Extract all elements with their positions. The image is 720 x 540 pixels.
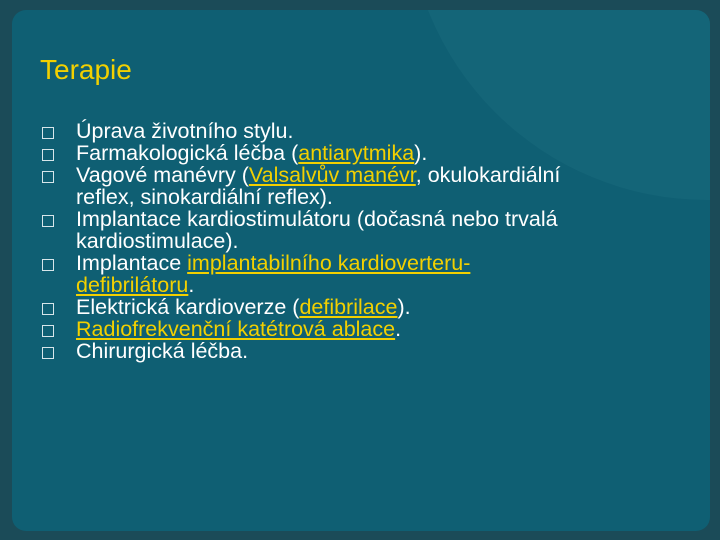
list-item	[42, 120, 582, 142]
checkbox-bullet-icon	[42, 325, 54, 337]
list-item	[42, 296, 582, 318]
checkbox-bullet-icon	[42, 149, 54, 161]
item-text: ).	[397, 295, 411, 319]
list-item	[42, 164, 582, 208]
checkbox-bullet-icon	[42, 171, 54, 183]
item-link[interactable]: Radiofrekvenční katétrová ablace	[76, 317, 396, 341]
slide-title: Terapie	[40, 54, 132, 85]
list-item	[42, 340, 582, 362]
item-text: ).	[414, 141, 428, 165]
list-item	[42, 318, 582, 340]
item-text: , okulokardiální reflex, sinokardiální reflex).	[76, 163, 561, 209]
slide-panel	[12, 10, 710, 531]
checkbox-bullet-icon	[42, 347, 54, 359]
item-text: Vagové manévry (	[76, 163, 249, 187]
item-text: Úprava životního stylu.	[76, 119, 294, 143]
item-link[interactable]: defibrilace	[299, 295, 398, 319]
item-text: Implantace kardiostimulátoru (dočasná nebo trvalá kardiostimulace).	[76, 207, 558, 253]
bullet-list	[42, 120, 582, 362]
item-link[interactable]: implantabilního kardioverteru-defibrilátoru	[76, 251, 471, 297]
item-text: .	[395, 317, 402, 341]
checkbox-bullet-icon	[42, 215, 54, 227]
list-item	[42, 208, 582, 252]
item-text: Elektrická kardioverze (	[76, 295, 300, 319]
checkbox-bullet-icon	[42, 127, 54, 139]
checkbox-bullet-icon	[42, 303, 54, 315]
item-text: Chirurgická léčba.	[76, 339, 249, 363]
list-item	[42, 252, 582, 296]
item-text: .	[188, 273, 195, 297]
item-link[interactable]: Valsalvův manévr	[248, 163, 416, 187]
item-text: Farmakologická léčba (	[76, 141, 299, 165]
item-link[interactable]: antiarytmika	[298, 141, 415, 165]
checkbox-bullet-icon	[42, 259, 54, 271]
item-text: Implantace	[76, 251, 188, 275]
list-item	[42, 142, 582, 164]
